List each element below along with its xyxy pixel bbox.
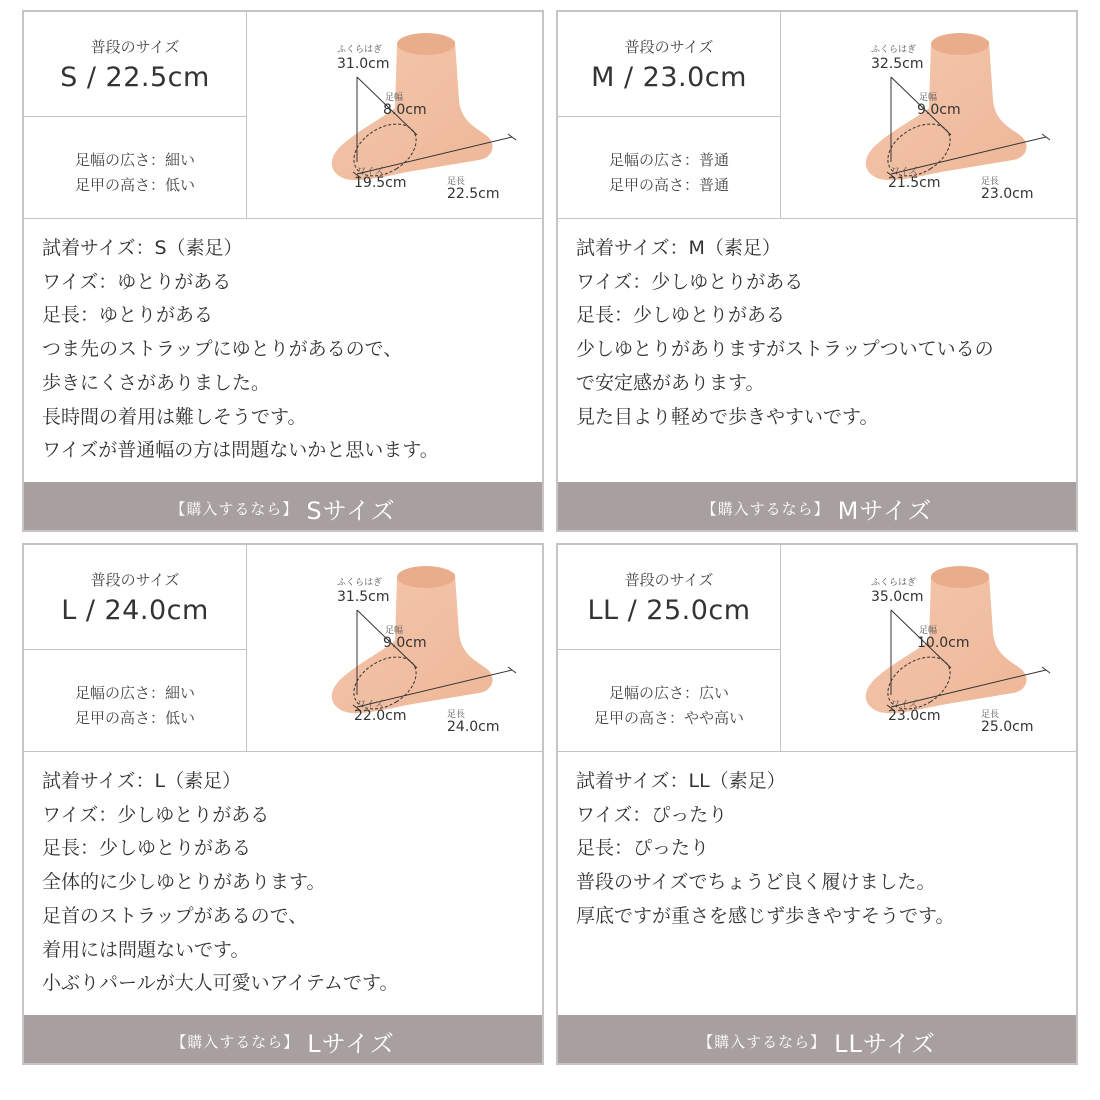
calf-label: ふくらはぎ	[871, 45, 917, 55]
recommended-size: Lサイズ	[307, 1030, 395, 1058]
comment-line: 足長：ぴったり	[576, 837, 710, 860]
comment-line: ワイズ：少しゆとりがある	[576, 270, 804, 293]
usual-size-box	[24, 545, 247, 650]
comment-line: 見た目より軽めで歩きやすいです。	[576, 405, 879, 428]
calf-label: ふくらはぎ	[871, 578, 917, 588]
usual-size-box	[24, 12, 247, 117]
usual-size-box	[558, 12, 781, 117]
foot-length-label: 足長	[447, 710, 466, 720]
recommended-size: LLサイズ	[834, 1030, 936, 1058]
size-review-card	[556, 543, 1078, 1065]
foot-shape-box	[24, 650, 247, 751]
recommended-size-bar	[558, 1015, 1076, 1063]
ashihaba-label: 足幅	[919, 626, 938, 636]
ashihaba-value: 9.0cm	[917, 102, 961, 118]
foot-length-label: 足長	[447, 177, 466, 187]
foot-length-value: 24.0cm	[447, 719, 500, 735]
comment-line: 試着サイズ：M（素足）	[576, 237, 781, 259]
usual-size-value: LL / 25.0cm	[587, 595, 751, 626]
instep-height-text: 足甲の高さ：低い	[74, 176, 195, 194]
comment-line: 着用には問題ないです。	[42, 938, 250, 961]
wise-label: ワイズ	[891, 700, 918, 710]
recommended-prefix: 【購入するなら】	[171, 1033, 300, 1051]
comment-line: つま先のストラップにゆとりがあるので、	[42, 338, 403, 361]
recommended-size-bar	[24, 1015, 542, 1063]
comment-line: ワイズ：ゆとりがある	[42, 270, 232, 293]
card-header	[24, 545, 542, 752]
calf-value: 31.5cm	[337, 589, 390, 605]
comment-line: 試着サイズ：L（素足）	[42, 770, 242, 792]
comment-line: ワイズ：ぴったり	[576, 803, 728, 826]
wise-label: ワイズ	[357, 167, 384, 177]
recommended-size: Mサイズ	[837, 497, 933, 525]
foot-length-label: 足長	[981, 177, 1000, 187]
ashihaba-value: 10.0cm	[917, 635, 970, 651]
foot-length-value: 23.0cm	[981, 186, 1034, 202]
foot-width-text: 足幅の広さ：細い	[74, 684, 195, 702]
foot-shape-box	[558, 117, 781, 218]
ashihaba-label: 足幅	[385, 93, 404, 103]
recommended-prefix: 【購入するなら】	[170, 500, 299, 518]
comment-line: 試着サイズ：LL（素足）	[576, 770, 786, 792]
comment-line: で安定感があります。	[576, 371, 765, 394]
comment-line: 足長：ゆとりがある	[42, 304, 214, 327]
foot-measurement-diagram	[781, 545, 1076, 751]
comment-line: 小ぶりパールが大人可愛いアイテムです。	[42, 972, 399, 995]
wise-label: ワイズ	[891, 167, 918, 177]
calf-label: ふくらはぎ	[337, 45, 383, 55]
wise-value: 19.5cm	[354, 175, 407, 191]
fitting-comment	[576, 765, 1066, 934]
instep-height-text: 足甲の高さ：普通	[608, 176, 729, 194]
comment-line: 普段のサイズでちょうど良く履けました。	[576, 871, 936, 894]
comment-line: 長時間の着用は難しそうです。	[42, 405, 307, 428]
size-review-card	[22, 10, 544, 532]
foot-shape-box	[558, 650, 781, 751]
wise-value: 21.5cm	[888, 175, 941, 191]
comment-line: ワイズが普通幅の方は問題ないかと思います。	[42, 439, 439, 462]
foot-measurement-diagram	[781, 12, 1076, 218]
ashihaba-label: 足幅	[385, 626, 404, 636]
foot-measurement-diagram	[247, 545, 542, 751]
usual-size-box	[558, 545, 781, 650]
foot-width-text: 足幅の広さ：広い	[608, 684, 729, 702]
foot-measurement-diagram	[247, 12, 542, 218]
foot-shape-box	[24, 117, 247, 218]
wise-label: ワイズ	[357, 700, 384, 710]
usual-size-caption: 普段のサイズ	[624, 571, 714, 589]
usual-size-caption: 普段のサイズ	[90, 38, 180, 56]
comment-line: ワイズ：少しゆとりがある	[42, 803, 270, 826]
calf-label: ふくらはぎ	[337, 578, 383, 588]
comment-line: 少しゆとりがありますがストラップついているの	[576, 338, 994, 361]
ashihaba-value: 9.0cm	[383, 635, 427, 651]
wise-value: 22.0cm	[354, 708, 407, 724]
usual-size-value: L / 24.0cm	[61, 595, 209, 626]
card-header	[558, 12, 1076, 219]
recommended-size: Sサイズ	[306, 497, 396, 525]
fitting-comment	[42, 765, 532, 1001]
instep-height-text: 足甲の高さ：低い	[74, 709, 195, 727]
usual-size-value: S / 22.5cm	[60, 62, 210, 93]
calf-value: 31.0cm	[337, 56, 390, 72]
fitting-comment	[42, 232, 532, 468]
recommended-prefix: 【購入するなら】	[701, 500, 830, 518]
size-review-card	[556, 10, 1078, 532]
foot-length-value: 22.5cm	[447, 186, 500, 202]
usual-size-value: M / 23.0cm	[591, 62, 747, 93]
comment-line: 足長：少しゆとりがある	[42, 837, 252, 860]
recommended-size-bar	[558, 482, 1076, 530]
comment-line: 足長：少しゆとりがある	[576, 304, 786, 327]
foot-length-label: 足長	[981, 710, 1000, 720]
foot-length-value: 25.0cm	[981, 719, 1034, 735]
comment-line: 厚底ですが重さを感じず歩きやすそうです。	[576, 904, 955, 927]
usual-size-caption: 普段のサイズ	[90, 571, 180, 589]
comment-line: 歩きにくさがありました。	[42, 371, 271, 394]
card-header	[24, 12, 542, 219]
comment-line: 足首のストラップがあるので、	[42, 904, 308, 927]
wise-value: 23.0cm	[888, 708, 941, 724]
calf-value: 32.5cm	[871, 56, 924, 72]
foot-width-text: 足幅の広さ：普通	[608, 151, 729, 169]
size-review-card	[22, 543, 544, 1065]
recommended-size-bar	[24, 482, 542, 530]
ashihaba-value: 8.0cm	[383, 102, 427, 118]
usual-size-caption: 普段のサイズ	[624, 38, 714, 56]
instep-height-text: 足甲の高さ：やや高い	[593, 709, 744, 727]
recommended-prefix: 【購入するなら】	[698, 1033, 827, 1051]
ashihaba-label: 足幅	[919, 93, 938, 103]
comment-line: 試着サイズ：S（素足）	[42, 237, 243, 259]
foot-width-text: 足幅の広さ：細い	[74, 151, 195, 169]
comment-line: 全体的に少しゆとりがあります。	[42, 871, 326, 894]
card-header	[558, 545, 1076, 752]
fitting-comment	[576, 232, 1066, 434]
calf-value: 35.0cm	[871, 589, 924, 605]
